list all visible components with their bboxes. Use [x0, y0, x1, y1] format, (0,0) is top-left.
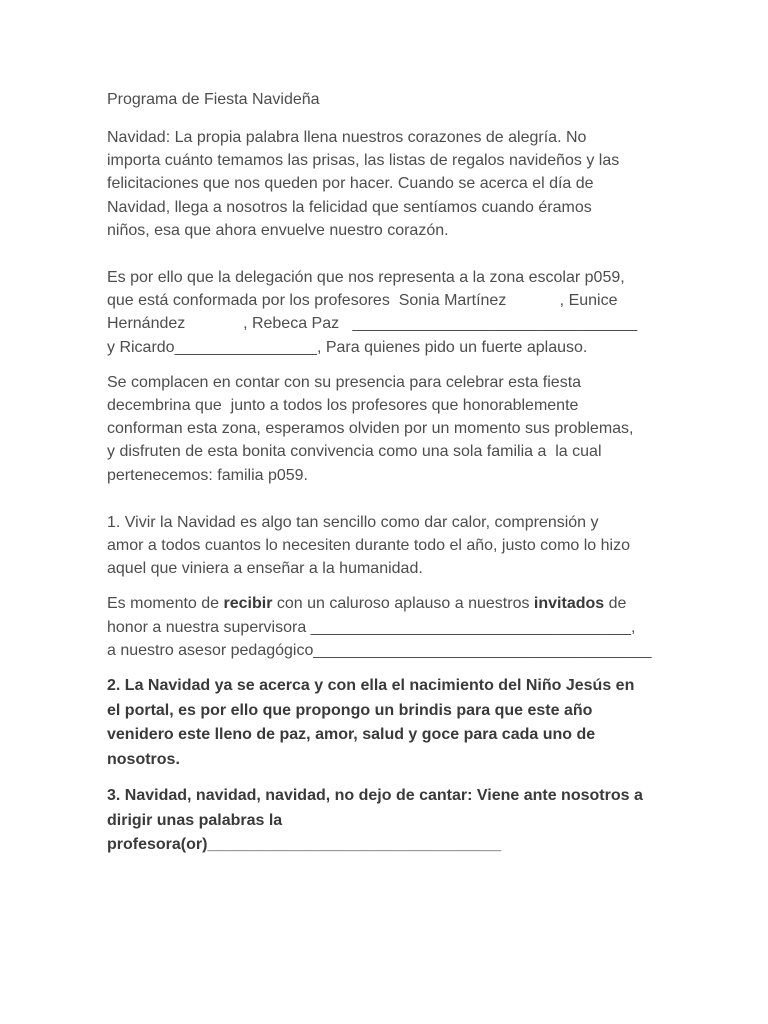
- point3-bold-palabras: palabras: [198, 811, 265, 829]
- welcome-line: Se complacen en contar con su presencia para celebrar esta fiesta: [107, 373, 582, 391]
- intro-line: importa cuánto temamos las prisas, las listas de regalos navideños y las: [107, 152, 620, 170]
- document-page: [107, 88, 667, 870]
- welcome-paragraph: [107, 371, 667, 487]
- point2-line-3: venidero este lleno de paz, amor, salud y goce para cada uno de: [107, 726, 596, 744]
- point2-text: el portal, es por ello que propongo un: [107, 701, 399, 719]
- point2-line-2: [107, 699, 667, 724]
- point1-line: 1. Vivir la Navidad es algo tan sencillo como dar calor, comprensión y: [107, 513, 599, 531]
- point2-line-1: 2. La Navidad ya se acerca y con ella el nacimiento del Niño Jesús en: [107, 677, 635, 695]
- intro-paragraph: [107, 126, 667, 242]
- point1-line: aquel que viniera a enseñar a la humanidad.: [107, 560, 423, 578]
- guests-line-1: [107, 592, 667, 615]
- guests-line-2: honor a nuestra supervisora ____________________________________,: [107, 618, 636, 636]
- guests-bold-receive: recibir: [223, 595, 273, 613]
- welcome-line: decembrina que junto a todos los profesores que honorablemente: [107, 397, 579, 415]
- welcome-line: y disfruten de esta bonita convivencia como una sola familia a la cual: [107, 443, 602, 461]
- guests-text: de: [604, 595, 627, 613]
- point1-line: amor a todos cuantos lo necesiten durante todo el año, justo como lo hizo: [107, 537, 630, 555]
- intro-line: Navidad, llega a nosotros la felicidad que sentíamos cuando éramos: [107, 198, 592, 216]
- delegation-line: Hernández , Rebeca Paz ________________________________: [107, 315, 638, 333]
- intro-line: niños, esa que ahora envuelve nuestro corazón.: [107, 221, 449, 239]
- delegation-line: Es por ello que la delegación que nos representa a la zona escolar p059,: [107, 269, 625, 287]
- point3-text: la: [264, 811, 283, 829]
- intro-line: Navidad: La propia palabra llena nuestros corazones de alegría. No: [107, 129, 587, 146]
- delegation-line: que está conformada por los profesores Sonia Martínez , Eunice: [107, 292, 618, 310]
- guests-bold-invited: invitados: [533, 595, 605, 613]
- delegation-paragraph: [107, 266, 667, 359]
- point2-paragraph: [107, 674, 667, 772]
- guests-text: con un caluroso aplauso a nuestros: [272, 595, 534, 613]
- point2-line-4: nosotros.: [107, 750, 180, 768]
- point3-line-2: [107, 809, 667, 834]
- welcome-line: pertenecemos: familia p059.: [107, 466, 308, 484]
- point2-bold-brindis: brindis: [398, 701, 452, 719]
- point3-line-1: 3. Navidad, navidad, navidad, no dejo de cantar: Viene ante nosotros a: [107, 787, 643, 805]
- guests-text: Es momento de: [107, 595, 224, 613]
- point3-text: dirigir unas: [107, 811, 199, 829]
- point3-paragraph: [107, 784, 667, 858]
- guests-paragraph: [107, 592, 667, 662]
- guests-line-3: a nuestro asesor pedagógico______________________________________: [107, 641, 652, 659]
- point3-line-3: profesora(or)_________________________________: [107, 836, 502, 854]
- delegation-line: y Ricardo________________, Para quienes pido un fuerte aplauso.: [107, 338, 588, 356]
- intro-line: felicitaciones que nos queden por hacer. Cuando se acerca el día de: [107, 175, 594, 193]
- point2-text: para que este año: [451, 701, 593, 719]
- welcome-line: conforman esta zona, esperamos olviden por un momento sus problemas,: [107, 420, 634, 438]
- document-title: Programa de Fiesta Navideña: [107, 91, 320, 108]
- point1-paragraph: [107, 511, 667, 581]
